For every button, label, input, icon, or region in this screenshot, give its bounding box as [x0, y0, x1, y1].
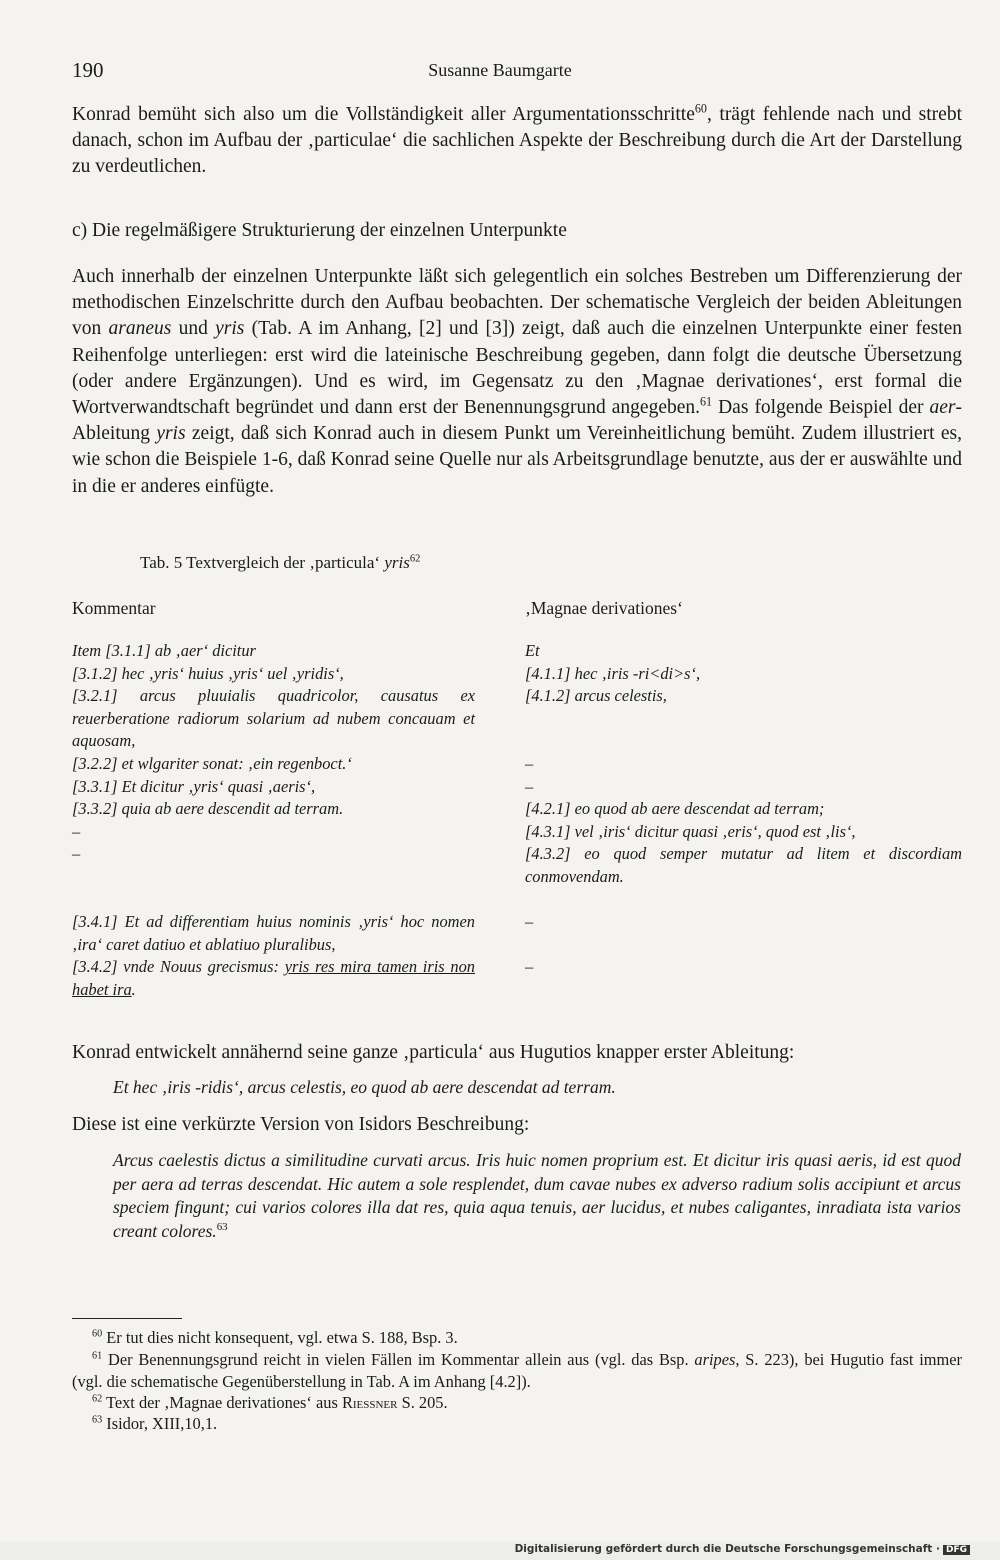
table-cell: [3.2.1] arcus pluuialis quadricolor, causatus ex reuerberatione radiorum solarium ad nubem concauam et aquosam,: [72, 686, 475, 751]
table-cell: [3.1.2] hec ‚yris‘ huius ‚yris‘ uel ‚yridis‘,: [72, 663, 344, 683]
table-cell: [3.3.2] quia ab aere descendit ad terram.: [72, 799, 344, 819]
footnote-62: $^{62}$ Text der ‚Magnae derivationes‘ aus Riessner S. 205.: [92, 1393, 448, 1412]
footnote-60: $^{60}$ Er tut dies nicht konsequent, vgl. etwa S. 188, Bsp. 3.: [92, 1328, 458, 1347]
table-cell: –: [525, 957, 534, 977]
table-cell: –: [72, 844, 81, 864]
table-cell: [4.3.2] eo quod semper mutatur ad litem et discordiam conmovendam.: [525, 844, 962, 886]
section-heading: c) Die regelmäßigere Strukturierung der einzelnen Unterpunkte: [72, 220, 567, 241]
table-cell: Item [3.1.1] ab ‚aer‘ dicitur: [72, 641, 256, 660]
table-left-column: [72, 640, 475, 1002]
dfg-logo: DFG: [943, 1545, 970, 1555]
table-cell: [3.4.2] vnde Nouus grecismus: yris res mira tamen iris non habet ira.: [72, 957, 475, 999]
table-cell: –: [525, 753, 534, 773]
table-cell: [4.1.2] arcus celestis,: [525, 686, 667, 706]
footnote-ref[interactable]: 61: [700, 394, 713, 409]
footnote-separator: [72, 1318, 182, 1319]
isidor-intro: Diese ist eine verkürzte Version von Isidors Beschreibung:: [72, 1114, 530, 1135]
after-table-paragraph: Konrad entwickelt annähernd seine ganze ‚particula‘ aus Hugutios knapper erster Ableitung:: [72, 1042, 795, 1063]
running-head-author: Susanne Baumgarte: [428, 60, 572, 80]
column-header-kommentar: Kommentar: [72, 598, 156, 618]
footnote-63: $^{63}$ Isidor, XIII,10,1.: [92, 1414, 218, 1433]
block-quote-isidor: Arcus caelestis dictus a similitudine curvati arcus. Iris huic nomen proprium est. Et dicitur iris quasi aeris, id est quod per aera ad terras descendat. Hic autem a sole resplendet, dum cavae nubes ex adverso radium solis accipiunt et arcus speciem fingunt; cui varios colores illa dat res, quia aqua tenuis, aer lucidus, et nubes caligantes, inradiata ista varios creant colores.$^{63}$: [113, 1150, 961, 1241]
table-caption: Tab. 5 Textvergleich der ‚particula‘ yris$^{62}$: [140, 553, 421, 572]
table-cell: –: [72, 821, 81, 841]
table-cell: [3.2.2] et wlgariter sonat: ‚ein regenboct.‘: [72, 753, 352, 773]
table-cell: –: [525, 776, 534, 796]
table-cell: Et: [525, 641, 540, 660]
footnote-ref[interactable]: 63: [216, 1220, 228, 1233]
table-cell: [4.2.1] eo quod ab aere descendat ad terram;: [525, 799, 825, 819]
page-number: 190: [72, 58, 104, 82]
table-cell: [3.3.1] Et dicitur ‚yris‘ quasi ‚aeris‘,: [72, 776, 316, 796]
footnote-61: $^{61}$ Der Benennungsgrund reicht in vielen Fällen im Kommentar allein aus (vgl. das Bsp. aripes, S. 223), bei Hugutio fast immer (vgl. die schematische Gegenüberstellung in Tab. A im Anhang [4.2]).: [72, 1350, 962, 1391]
intro-paragraph: Konrad bemüht sich also um die Vollständigkeit aller Argumentationsschritte$^{60}$, trägt fehlende nach und strebt danach, schon im Aufbau der ‚particulae‘ die sachlichen Aspekte der Beschreibung durch die Art der Darstellung zu verdeutlichen.: [72, 101, 962, 178]
block-quote-hugutio: Et hec ‚iris -ridis‘, arcus celestis, eo quod ab aere descendat ad terram.: [113, 1077, 616, 1097]
column-header-magnae: ‚Magnae derivationes‘: [525, 598, 683, 618]
body-paragraph: Auch innerhalb der einzelnen Unterpunkte läßt sich gelegentlich ein solches Bestreben um Differenzierung der methodischen Einzelschritte durch den Aufbau beobachten. Der schematische Vergleich der beiden Ableitungen von araneus und yris (Tab. A im Anhang, [2] und [3]) zeigt, daß auch die einzelnen Unterpunkte einer festen Reihenfolge unterliegen: erst wird die lateinische Beschreibung gegeben, dann folgt die deutsche Übersetzung (oder andere Ergänzungen). Und es wird, im Gegensatz zu den ‚Magnae derivationes‘, erst formal die Wortverwandtschaft begründet und dann erst der Benennungsgrund angegeben.$^{61}$ Das folgende Beispiel der aer-Ableitung yris zeigt, daß sich Konrad auch in diesem Punkt um Vereinheitlichung bemüht. Zudem illustriert es, wie schon die Beispiele 1-6, daß Konrad seine Quelle nur als Arbeitsgrundlage benutzte, aus der er auswählte und in die er anderes einfügte.: [72, 266, 963, 497]
table-cell: [4.1.1] hec ‚iris -ri<di>s‘,: [525, 663, 701, 683]
table-right-column: [525, 640, 962, 1002]
table-cell: [3.4.1] Et ad differentiam huius nominis ‚yris‘ hoc nomen ‚ira‘ caret datiuo et ablatiuo pluralibus,: [72, 912, 475, 954]
footnote-ref[interactable]: 62: [409, 553, 421, 565]
table-cell: –: [525, 912, 534, 932]
dfg-credit: Digitalisierung gefördert durch die Deutsche Forschungsgemeinschaft · DFG: [515, 1543, 970, 1555]
footnote-ref[interactable]: 60: [694, 101, 707, 116]
table-cell: [4.3.1] vel ‚iris‘ dicitur quasi ‚eris‘, quod est ‚lis‘,: [525, 821, 856, 841]
